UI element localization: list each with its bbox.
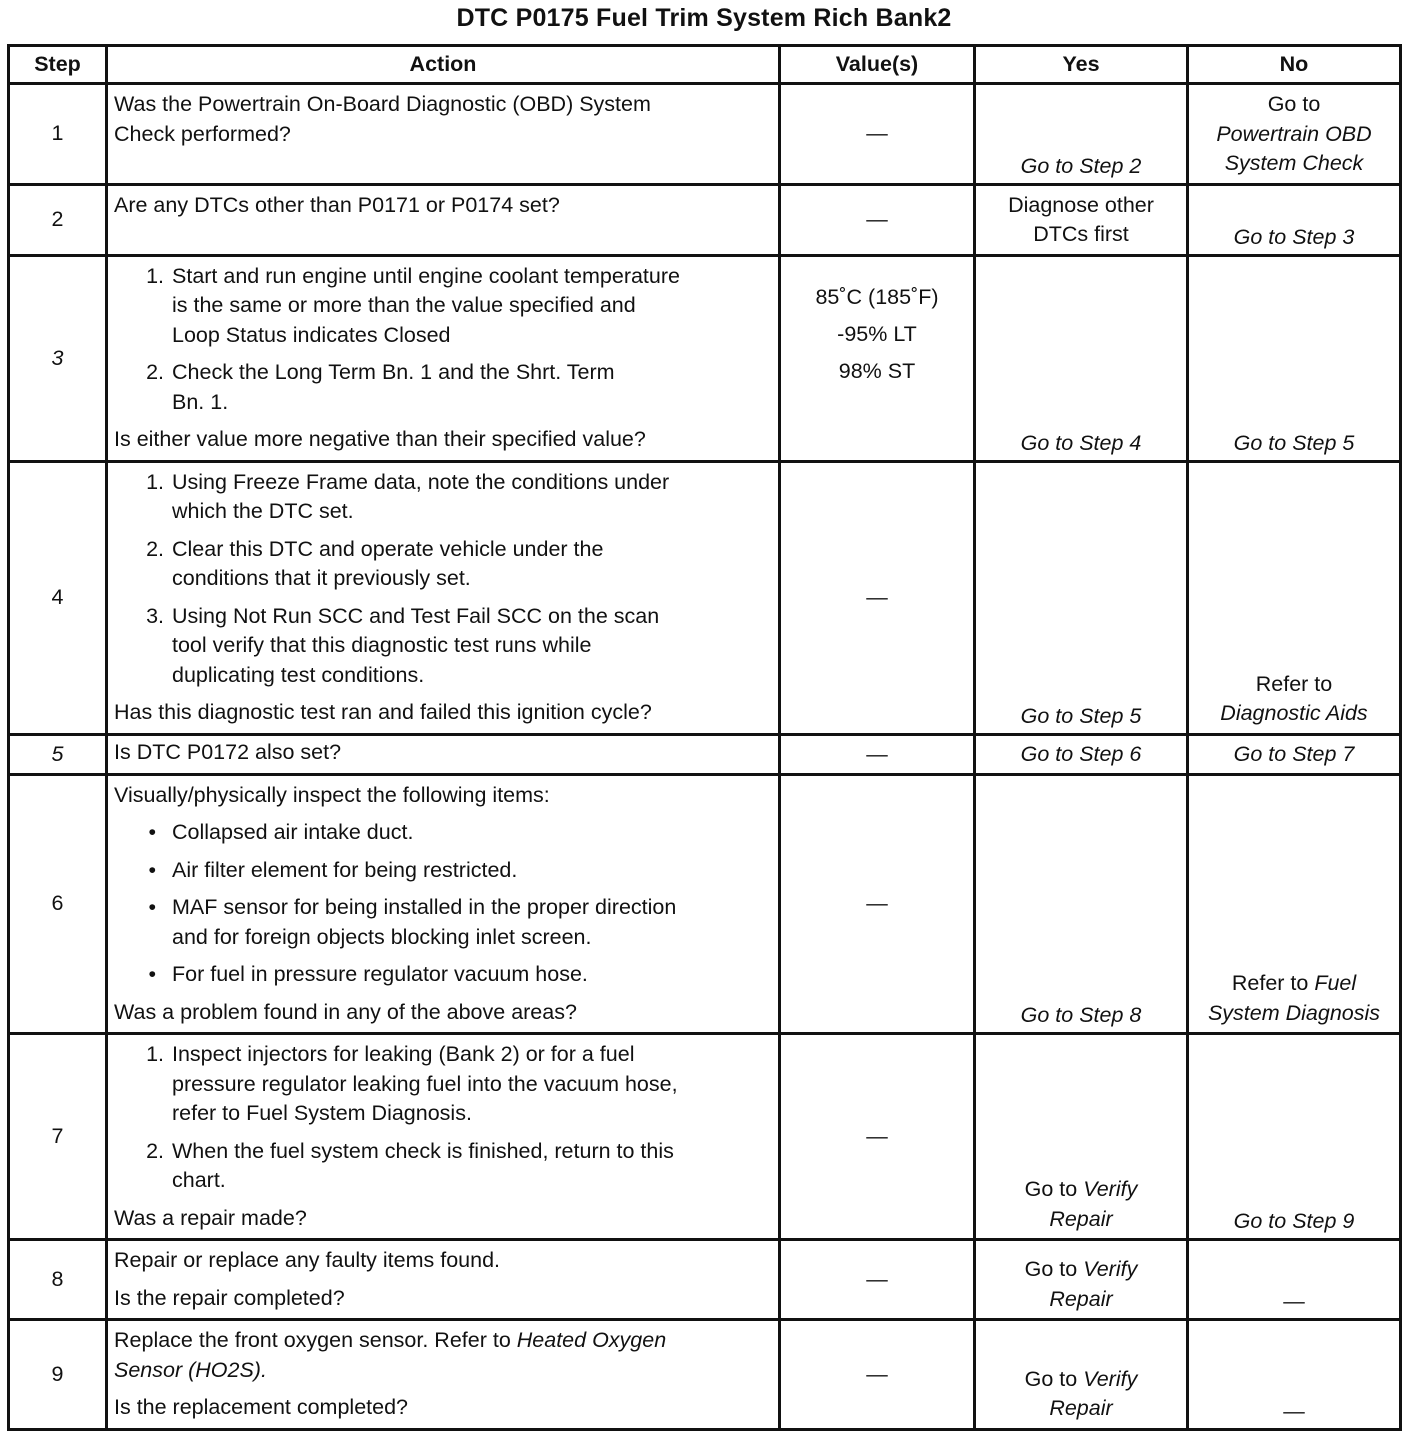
list-number: 3. — [146, 603, 164, 628]
no-cell — [1188, 184, 1401, 255]
values-cell: — — [780, 84, 975, 185]
list-item — [114, 262, 772, 351]
no-text: Go to — [1267, 92, 1321, 116]
action-text: is the same or more than the value specified and — [172, 293, 636, 317]
no-cell — [1188, 84, 1401, 185]
values-cell: — — [780, 184, 975, 255]
value-text: 98% ST — [838, 358, 916, 383]
yes-cell — [975, 184, 1188, 255]
no-cell: — — [1188, 1320, 1401, 1430]
no-link[interactable]: Diagnostic Aids — [1220, 701, 1368, 725]
action-text: Bn. 1. — [172, 389, 229, 414]
table-row — [9, 1240, 1401, 1320]
no-text: Refer to — [1255, 671, 1333, 696]
list-number: 1. — [146, 263, 164, 288]
action-text: When the fuel system check is finished, return to this — [172, 1138, 674, 1163]
table-row — [9, 255, 1401, 461]
step-number: 7 — [9, 1034, 107, 1240]
no-cell — [1188, 255, 1401, 461]
no-link[interactable]: Powertrain OBD — [1216, 121, 1372, 146]
table-row — [9, 1034, 1401, 1240]
action-cell — [107, 255, 780, 461]
action-text: Are any DTCs other than P0171 or P0174 set? — [114, 192, 560, 217]
bullet-icon: • — [148, 857, 156, 882]
yes-link[interactable]: Verify — [1083, 1257, 1138, 1281]
list-number: 2. — [146, 1138, 164, 1163]
list-item — [114, 856, 772, 886]
yes-link[interactable]: Go to Step 5 — [1020, 703, 1142, 728]
yes-link[interactable]: Repair — [1049, 1286, 1113, 1311]
step-number: 1 — [9, 84, 107, 185]
values-cell — [780, 255, 975, 461]
yes-cell — [975, 461, 1188, 734]
value-text: -95% LT — [837, 321, 917, 346]
yes-link[interactable]: Go to Step 8 — [1020, 1003, 1142, 1027]
step-number: 8 — [9, 1240, 107, 1320]
list-item — [114, 960, 772, 990]
reference-link[interactable]: Sensor (HO2S). — [114, 1357, 267, 1382]
no-link[interactable]: Go to Step 3 — [1233, 224, 1355, 249]
action-text: Air filter element for being restricted. — [172, 857, 518, 882]
values-cell: — — [780, 734, 975, 774]
action-text: chart. — [172, 1168, 226, 1192]
action-cell — [107, 734, 780, 774]
action-text: refer to Fuel System Diagnosis. — [172, 1101, 472, 1125]
action-text: which the DTC set. — [172, 499, 354, 523]
action-cell — [107, 461, 780, 734]
yes-text: Go to — [1024, 1177, 1084, 1201]
action-text: Check the Long Term Bn. 1 and the Shrt. Term — [172, 360, 615, 384]
header-yes: Yes — [975, 46, 1188, 84]
action-question: Has this diagnostic test ran and failed this ignition cycle? — [114, 700, 652, 724]
yes-text: Go to — [1024, 1257, 1084, 1281]
action-question: Is the replacement completed? — [114, 1395, 408, 1419]
yes-cell — [975, 84, 1188, 185]
values-cell: — — [780, 1320, 975, 1430]
yes-text: Diagnose other — [1008, 192, 1154, 217]
action-text: tool verify that this diagnostic test runs while — [172, 633, 592, 657]
yes-text: DTCs first — [1033, 222, 1129, 246]
step-number: 6 — [9, 774, 107, 1034]
yes-cell — [975, 1320, 1188, 1430]
yes-link[interactable]: Go to Step 4 — [1020, 430, 1142, 455]
table-row — [9, 84, 1401, 185]
header-step: Step — [9, 46, 107, 84]
no-cell: — — [1188, 1240, 1401, 1320]
step-number: 4 — [9, 461, 107, 734]
bullet-icon: • — [148, 962, 156, 986]
action-text: Is DTC P0172 also set? — [114, 739, 342, 764]
action-question: Was a problem found in any of the above areas? — [114, 999, 577, 1024]
no-link[interactable]: System Diagnosis — [1207, 1000, 1381, 1025]
no-link[interactable]: Go to Step 5 — [1233, 430, 1355, 455]
action-cell — [107, 184, 780, 255]
list-number: 2. — [146, 536, 164, 561]
list-item — [114, 602, 772, 691]
action-cell — [107, 1240, 780, 1320]
list-number: 1. — [146, 469, 164, 494]
list-item — [114, 535, 772, 594]
table-row — [9, 461, 1401, 734]
no-link[interactable]: System Check — [1224, 151, 1364, 175]
value-text: 85˚C (185˚F) — [815, 284, 939, 309]
action-text: For fuel in pressure regulator vacuum hose. — [172, 962, 588, 986]
action-text: duplicating test conditions. — [172, 662, 425, 687]
list-item — [114, 1137, 772, 1196]
step-number: 2 — [9, 184, 107, 255]
yes-cell — [975, 1240, 1188, 1320]
list-item — [114, 818, 772, 848]
action-text: Was the Powertrain On-Board Diagnostic (OBD) System — [114, 92, 651, 116]
header-values: Value(s) — [780, 46, 975, 84]
action-cell — [107, 84, 780, 185]
header-action: Action — [107, 46, 780, 84]
action-text: Using Not Run SCC and Test Fail SCC on the scan — [172, 603, 660, 628]
no-link[interactable]: Fuel — [1314, 971, 1357, 995]
yes-link[interactable]: Repair — [1049, 1396, 1113, 1420]
action-text: Repair or replace any faulty items found. — [114, 1248, 501, 1272]
values-cell: — — [780, 1034, 975, 1240]
header-row — [9, 46, 1401, 84]
action-text: Check performed? — [114, 121, 291, 146]
yes-link[interactable]: Repair — [1049, 1206, 1113, 1231]
step-number: 3 — [9, 255, 107, 461]
table-row — [9, 734, 1401, 774]
list-number: 2. — [146, 360, 164, 384]
step-number: 9 — [9, 1320, 107, 1430]
no-link[interactable]: Go to Step 9 — [1233, 1209, 1355, 1233]
action-text: Using Freeze Frame data, note the conditions under — [172, 469, 670, 494]
action-cell — [107, 1034, 780, 1240]
no-cell — [1188, 774, 1401, 1034]
no-cell — [1188, 461, 1401, 734]
table-row — [9, 774, 1401, 1034]
action-text: Loop Status indicates Closed — [172, 322, 451, 347]
action-text: Visually/physically inspect the following items: — [114, 782, 550, 807]
action-question: Was a repair made? — [114, 1205, 307, 1230]
yes-link[interactable]: Verify — [1083, 1177, 1138, 1201]
yes-link[interactable]: Go to Step 6 — [1020, 741, 1142, 766]
document-title: DTC P0175 Fuel Trim System Rich Bank2 — [456, 4, 952, 32]
action-cell — [107, 774, 780, 1034]
diagnostic-table — [7, 44, 1402, 1431]
step-number: 5 — [9, 734, 107, 774]
yes-cell — [975, 255, 1188, 461]
list-item — [114, 1040, 772, 1129]
table-row — [9, 184, 1401, 255]
action-text: MAF sensor for being installed in the proper direction — [172, 895, 677, 919]
yes-cell — [975, 774, 1188, 1034]
bullet-icon: • — [148, 820, 156, 844]
no-link[interactable]: Go to Step 7 — [1233, 741, 1355, 766]
list-item — [114, 893, 772, 952]
action-text: Replace the front oxygen sensor. Refer to — [114, 1328, 517, 1352]
action-cell — [107, 1320, 780, 1430]
no-cell — [1188, 1034, 1401, 1240]
action-text: Clear this DTC and operate vehicle under the — [172, 536, 604, 561]
action-text: Inspect injectors for leaking (Bank 2) or for a fuel — [172, 1042, 635, 1066]
header-no: No — [1188, 46, 1401, 84]
action-question: Is either value more negative than their specified value? — [114, 427, 646, 451]
yes-link[interactable]: Verify — [1083, 1366, 1138, 1391]
no-text: Refer to — [1231, 971, 1315, 995]
yes-cell — [975, 1034, 1188, 1240]
list-item — [114, 468, 772, 527]
reference-link[interactable]: Heated Oxygen — [516, 1328, 667, 1352]
table-row — [9, 1320, 1401, 1430]
action-text: Collapsed air intake duct. — [172, 820, 414, 844]
values-cell: — — [780, 774, 975, 1034]
action-question: Is the repair completed? — [114, 1285, 345, 1310]
list-item — [114, 358, 772, 417]
yes-text: Go to — [1024, 1366, 1084, 1391]
yes-link[interactable]: Go to Step 2 — [1020, 153, 1142, 178]
action-text: pressure regulator leaking fuel into the vacuum hose, — [172, 1071, 678, 1096]
values-cell: — — [780, 461, 975, 734]
yes-cell — [975, 734, 1188, 774]
bullet-icon: • — [148, 895, 156, 919]
no-cell — [1188, 734, 1401, 774]
action-text: and for foreign objects blocking inlet screen. — [172, 924, 592, 949]
action-text: Start and run engine until engine coolant temperature — [172, 263, 680, 288]
values-cell: — — [780, 1240, 975, 1320]
list-number: 1. — [146, 1042, 164, 1066]
action-text: conditions that it previously set. — [172, 566, 471, 590]
